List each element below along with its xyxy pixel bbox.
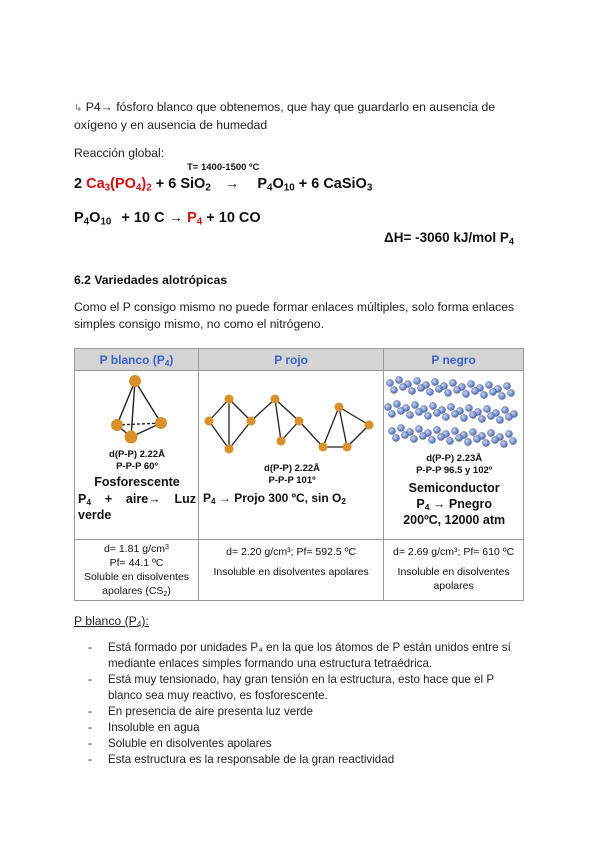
white-angle: P-P-P 60º [116, 461, 158, 472]
intro-line-2: oxígeno y en ausencia de humedad [74, 118, 268, 132]
black-reaction-p: P [416, 497, 425, 511]
intro-line-1: P4→ fósforo blanco que obtenemos, que hay que guardarlo en ausencia de [82, 100, 496, 114]
red-solubility: Insoluble en disolventes apolares [213, 566, 369, 578]
eq2-arrow: → [168, 210, 184, 226]
red-angle: P-P-P 101º [268, 475, 316, 486]
red-reaction-rest: → Projo 300 ºC, sin O [215, 491, 342, 505]
eq1-ca-sub: 3 [104, 182, 111, 194]
black-conditions: 200ºC, 12000 atm [403, 513, 506, 527]
eq2-sub2: 10 [100, 216, 112, 228]
list-item: - Está muy tensionado, hay gran tensión en la estructura, esto hace que el P blanco sea muy reactivo, es fosforescente. [88, 672, 528, 704]
red-props-text: d= 2.20 g/cm³; Pf= 592.5 ºC [226, 546, 357, 558]
header-white-label: P blanco (P [99, 352, 165, 367]
eq1-arrow: → [224, 176, 240, 192]
white-reaction-air: aire→ [125, 492, 161, 506]
atom [247, 417, 256, 426]
header-white [75, 349, 199, 371]
eq1-sio2-sub: 2 [205, 182, 211, 194]
white-reaction-p: P [78, 492, 87, 506]
black-name: Semiconductor [408, 481, 500, 495]
white-density-text: d= 1.81 g/cm [104, 543, 166, 555]
white-name: Fosforescente [94, 475, 180, 489]
white-p-heading [74, 613, 149, 630]
white-density [77, 542, 196, 556]
red-d: d(P-P) 2.22Å [264, 463, 321, 474]
red-reaction-o-sub: 2 [341, 497, 346, 507]
atom [343, 443, 352, 452]
white-d: d(P-P) 2.22Å [109, 449, 165, 460]
white-pf: Pf= 44.1 ºC [109, 557, 164, 569]
white-solubility-2 [77, 584, 196, 598]
arrow-icon: ↳ [74, 103, 83, 114]
atom [277, 437, 286, 446]
white-p-tetrahedron [75, 373, 199, 453]
red-p-chain [199, 385, 385, 467]
header-white-close: ) [169, 352, 174, 367]
atom [365, 421, 374, 430]
eq2-plus-co: + 10 CO [202, 210, 261, 226]
white-solubility-sub: 2 [163, 589, 168, 598]
white-reaction [78, 492, 196, 506]
cell-red [199, 371, 384, 540]
white-reaction-plus: + [104, 492, 113, 506]
black-props-text: d= 2.69 g/cm³; Pf= 610 ºC [393, 546, 515, 558]
white-reaction-verde: verde [78, 508, 112, 522]
atom [155, 417, 167, 429]
eq2-p4: P [187, 210, 197, 226]
black-solubility-1: Insoluble en disolventes [397, 566, 510, 578]
reaction-temperature: T= 1400-1500 ºC [187, 162, 260, 173]
eq1-po4-mult: 2 [146, 182, 152, 194]
white-p-heading-text: P blanco (P [74, 614, 137, 628]
white-p-heading-close: ): [141, 614, 149, 628]
black-reaction-sub: 4 [424, 502, 430, 513]
section-para-line-2: simples consigo mismo, no como el nitrógeno. [74, 317, 324, 331]
section-title: 6.2 Variedades alotrópicas [74, 273, 228, 287]
eq1-p4o10-sub2: 10 [283, 182, 295, 194]
enthalpy-text: ΔH= -3060 kJ/mol P [384, 230, 509, 245]
eq1-p4o10-p: P [257, 176, 267, 192]
black-solubility-2: apolares [433, 580, 474, 592]
eq1-sio2: + 6 SiO [151, 176, 206, 192]
white-p-heading-sub: 4 [136, 619, 142, 630]
white-solubility-close: ) [167, 585, 171, 597]
red-reaction-p: P [203, 491, 212, 505]
black-p-layers [384, 373, 524, 453]
cell-white [75, 371, 199, 540]
list-item: - En presencia de aire presenta luz verde [88, 704, 528, 720]
atom [271, 395, 280, 404]
black-angle: P-P-P 96.5 y 102º [416, 465, 493, 476]
white-props [75, 540, 199, 601]
section-paragraph [74, 299, 534, 333]
section-para-line-1: Como el P consigo mismo no puede formar enlaces múltiples, solo forma enlaces [74, 300, 515, 314]
enthalpy-sub: 4 [508, 236, 514, 247]
eq2-p4-sub: 4 [196, 216, 203, 228]
atom [295, 417, 304, 426]
allotropes-table [74, 348, 524, 601]
atom [129, 375, 141, 387]
black-d: d(P-P) 2.23Å [426, 453, 483, 464]
eq1-casio3: + 6 CaSiO [294, 176, 367, 192]
intro-paragraph [74, 99, 534, 134]
red-props [199, 540, 384, 601]
eq1-p4o10-o: O [272, 176, 284, 192]
list-item: - Insoluble en agua [88, 720, 528, 736]
atom [225, 395, 234, 404]
atom [225, 445, 234, 454]
eq1-po4-sub: 4 [135, 182, 142, 194]
atom [319, 443, 328, 452]
header-red [199, 349, 384, 371]
atom [125, 431, 138, 444]
eq2-o: O [89, 210, 101, 226]
equation-1 [74, 176, 372, 192]
eq1-po4: (PO [110, 176, 136, 192]
eq2-plus-c: + 10 C [117, 210, 169, 226]
red-reaction [203, 491, 346, 505]
eq2-p: P [74, 210, 84, 226]
list-item: - Está formado por unidades P₄ en la que los átomos de P están unidos entre sí mediante enlaces simples formando una estructura tetraédrica. [88, 640, 528, 672]
cell-black [384, 371, 524, 540]
white-density-sup: 3 [165, 542, 169, 551]
white-solubility-1: Soluble en disolventes [83, 571, 190, 583]
white-p-list [88, 640, 528, 768]
header-white-sub: 4 [164, 358, 170, 368]
equation-2 [74, 210, 261, 226]
list-item: - Soluble en disolventes apolares [88, 736, 528, 752]
eq1-ca: Ca [86, 176, 105, 192]
black-reaction-rest: → Pnegro [429, 497, 492, 511]
white-reaction-sub: 4 [86, 497, 92, 508]
eq2-sub1: 4 [83, 216, 90, 228]
black-props [384, 540, 524, 601]
eq1-po4-close: ) [141, 176, 147, 192]
header-black-label: P negro [431, 352, 476, 367]
header-black [384, 349, 524, 371]
black-reaction [384, 497, 524, 511]
atom [335, 403, 344, 412]
reaction-heading: Reacción global: [74, 146, 165, 160]
eq1-p4o10-sub1: 4 [266, 182, 273, 194]
atom [111, 419, 123, 431]
white-reaction-luz: Luz [174, 492, 196, 506]
eq1-casio3-sub: 3 [366, 182, 373, 194]
header-red-label: P rojo [274, 352, 308, 367]
list-item: - Esta estructura es la responsable de la gran reactividad [88, 752, 528, 768]
eq1-coef: 2 [74, 176, 87, 192]
atom [205, 417, 214, 426]
white-solubility-2-text: apolares (CS [102, 585, 164, 597]
red-reaction-sub: 4 [211, 497, 216, 507]
enthalpy [384, 230, 514, 245]
